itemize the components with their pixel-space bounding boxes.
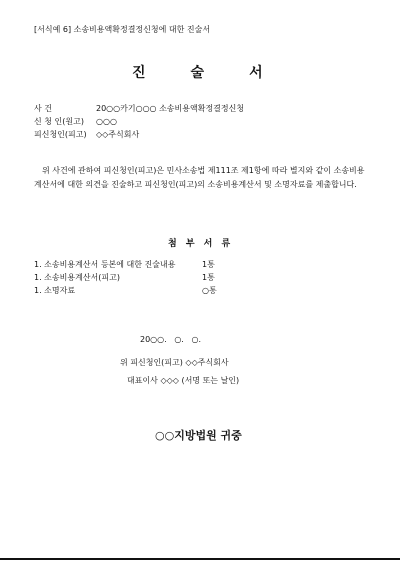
attachment-count: 1통 [202,260,215,269]
attachment-count: 1통 [202,273,215,282]
title-char-2: 술 [190,65,206,81]
attachment-item [34,285,217,296]
court-addressee: ○○지방법원 귀중 [155,429,242,442]
title-char-3: 서 [249,65,264,81]
signature-representative: 대표이사 ◇◇◇ (서명 또는 날인) [127,376,240,385]
attachment-item [34,272,215,283]
respondent-label: 피신청인(피고) [34,130,87,139]
case-label: 사 건 [34,104,52,113]
attachment-label: 1. 소명자료 [34,286,76,295]
attachment-label: 1. 소송비용계산서 등본에 대한 진술내용 [34,260,176,269]
applicant-row [34,116,117,127]
form-header-note: [서식예 6] 소송비용액확정결정신청에 대한 진술서 [34,25,211,34]
applicant-label: 신 청 인(원고) [34,117,84,126]
document-title [132,62,264,82]
signature-party: 위 피신청인(피고) ◇◇주식회사 [120,358,229,367]
respondent-row [34,129,139,140]
applicant-value: ○○○ [96,117,117,126]
document-date: 20○○. ○. ○. [140,335,201,344]
case-value: 20○○카기○○○ 소송비용액확정결정신청 [96,104,245,113]
attachment-count: ○통 [202,286,217,295]
respondent-value: ◇◇주식회사 [96,130,140,139]
bottom-border-line [0,558,400,560]
body-paragraph: 위 사건에 관하여 피신청인(피고)은 민사소송법 제111조 제1항에 따라 별지와 같이 소송비용계산서에 대한 의견을 진술하고 피신청인(피고)의 소송비용계산서 및 소명자료를 제출합니다. [34,166,365,189]
attachment-label: 1. 소송비용계산서(피고) [34,273,120,282]
attachment-item [34,259,215,270]
case-row [34,103,244,114]
title-char-1: 진 [132,65,147,81]
attachments-title: 첨 부 서 류 [168,239,234,249]
